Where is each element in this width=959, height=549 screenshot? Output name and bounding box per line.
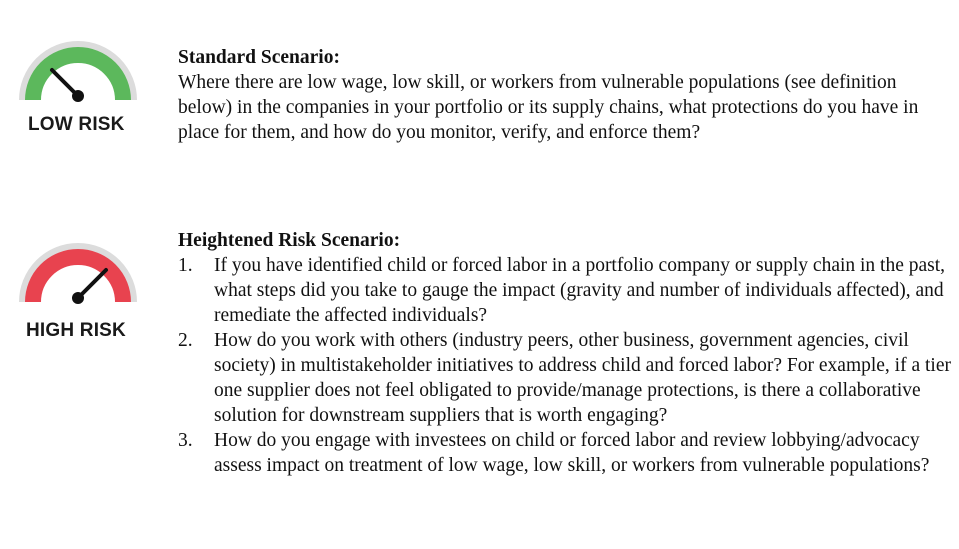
heightened-risk-scenario — [178, 228, 953, 478]
high-risk-label: HIGH RISK — [26, 320, 126, 341]
low-risk-label: LOW RISK — [28, 114, 125, 135]
heightened-scenario-title: Heightened Risk Scenario: — [178, 230, 401, 251]
list-item-text: How do you engage with investees on child or forced labor and review lobbying/advocacy assess impact on treatment of low wage, low skill, or workers from vulnerable populations? — [214, 430, 930, 476]
standard-scenario — [178, 45, 938, 145]
list-item — [178, 328, 953, 428]
list-item-text: If you have identified child or forced labor in a portfolio company or supply chain in the past, what steps did you take to gauge the impact (gravity and number of individuals affected), and remediate the affected individuals? — [214, 255, 946, 326]
list-item — [178, 428, 953, 478]
list-item-text: How do you work with others (industry peers, other business, government agencies, civil society) in multistakeholder initiatives to address child and forced labor? For example, if a tier one supplier does not feel obligated to provide/manage protections, is there a collaborative solution for downstream suppliers that is worth engaging? — [214, 330, 951, 426]
list-item-number: 3. — [178, 430, 193, 451]
low-risk-gauge-icon — [18, 34, 138, 104]
standard-scenario-title: Standard Scenario: — [178, 47, 340, 68]
list-item-number: 1. — [178, 255, 193, 276]
standard-scenario-text: Where there are low wage, low skill, or workers from vulnerable populations (see definition below) in the companies in your portfolio or its supply chains, what protections do you have in place for them, and how do you monitor, verify, and enforce them? — [178, 72, 919, 143]
list-item — [178, 253, 953, 328]
high-risk-gauge-icon — [18, 236, 138, 306]
list-item-number: 2. — [178, 330, 193, 351]
question-list — [178, 253, 953, 478]
